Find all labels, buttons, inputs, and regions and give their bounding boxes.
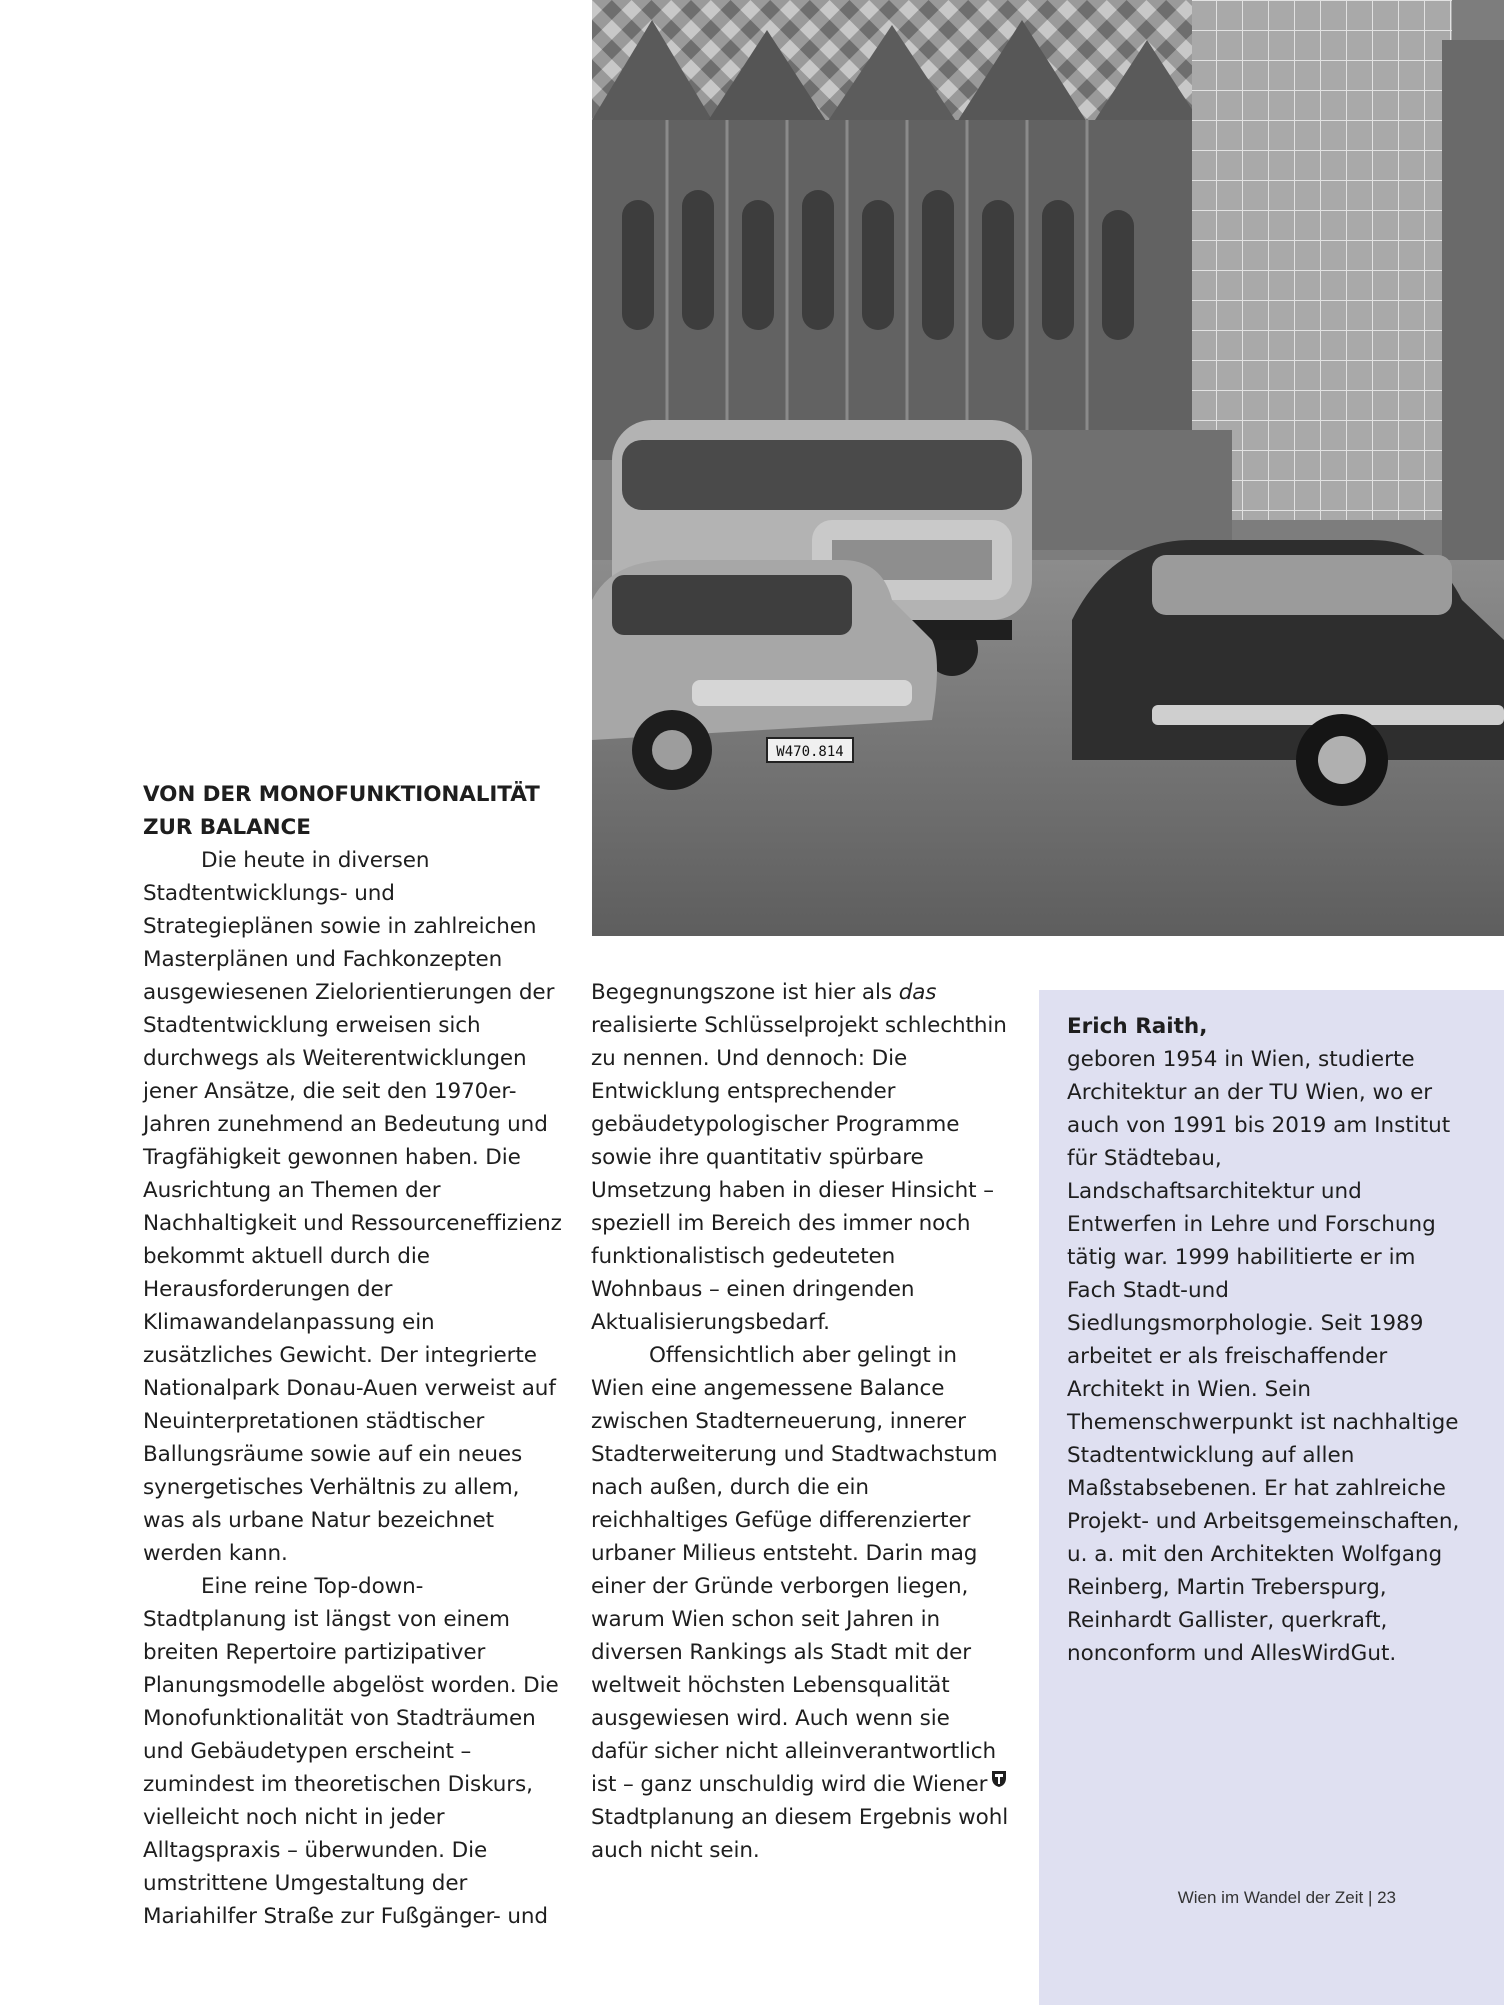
paragraph-3-start: Begegnungszone ist hier als — [591, 980, 899, 1005]
author-name: Erich Raith, — [1067, 1014, 1208, 1039]
page-number: 23 — [1377, 1888, 1396, 1907]
author-bio-text: geboren 1954 in Wien, studierte Architektur an der TU Wien, wo er auch von 1991 bis 2019 am Institut für Städtebau, Landschaftsarchitektur und Entwerfen in Lehre und Forschung tätig war. 1999 habilitierte er im Fach Stadt-und Siedlungsmorphologie. Seit 1989 arbeitet er als freischaffender Architekt in Wien. Sein Themenschwerpunkt ist nachhaltige Stadtentwicklung auf allen Maßstabsebenen. Er hat zahlreiche Projekt- und Arbeitsgemeinschaften, u. a. mit den Architekten Wolfgang Reinberg, Martin Treberspurg, Reinhardt Gallister, querkraft, nonconform und AllesWirdGut. — [1067, 1047, 1460, 1666]
author-bio — [1067, 1010, 1467, 1670]
section-heading — [143, 778, 563, 844]
article-end-shield-icon — [991, 1770, 1007, 1788]
paragraph-4: Offensichtlich aber gelingt in Wien eine angemessene Balance zwischen Stadterneuerung, innerer Stadterweiterung und Stadtwachstum nach außen, durch die ein reichhaltiges Gefüge differenzierter urbaner Milieus entsteht. Darin mag einer der Gründe verborgen liegen, warum Wien schon seit Jahren in diversen Rankings als Stadt mit der weltweit höchsten Lebensqualität ausgewiesen wird. Auch wenn sie dafür sicher nicht alleinverantwortlich ist – ganz unschuldig wird die Wiener Stadtplanung an diesem Ergebnis wohl auch nicht sein. — [591, 1343, 1009, 1863]
paragraph-3 — [591, 976, 1011, 1339]
paragraph-3-rest: realisierte Schlüsselprojekt schlechthin zu nennen. Und dennoch: Die Entwicklung entsprechender gebäudetypologischer Programme sowie ihre quantitativ spürbare Umsetzung haben in dieser Hinsicht – speziell im Bereich des immer noch funktionalistisch gedeuteten Wohnbaus – einen dringenden Aktualisierungsbedarf. — [591, 1013, 1007, 1335]
paragraph-3-emphasis: das — [898, 980, 937, 1005]
article-column-left — [143, 778, 563, 1933]
page-footer — [1070, 1886, 1396, 1910]
footer-separator: | — [1367, 1888, 1378, 1907]
section-heading-line1: VON DER MONOFUNKTIONALITÄT — [143, 782, 540, 807]
photo-svg — [592, 0, 1504, 936]
article-column-middle — [591, 976, 1011, 1867]
paragraph-1: Die heute in diversen Stadtentwicklungs- und Strategieplänen sowie in zahlreichen Masterplänen und Fachkonzepten ausgewiesenen Zielorientierungen der Stadtentwicklung erweisen sich durchwegs als Weiterentwicklungen jener Ansätze, die seit den 1970er-Jahren zunehmend an Bedeutung und Tragfähigkeit gewonnen haben. Die Ausrichtung an Themen der Nachhaltigkeit und Ressourceneffizienz bekommt aktuell durch die Herausforderungen der Klimawandelanpassung ein zusätzliches Gewicht. Der integrierte Nationalpark Donau-Auen verweist auf Neuinterpretationen städtischer Ballungsräume sowie auf ein neues synergetisches Verhältnis zu allem, was als urbane Natur bezeichnet werden kann. — [143, 848, 562, 1566]
street-scene-photo — [592, 0, 1504, 936]
section-heading-line2: ZUR BALANCE — [143, 815, 311, 840]
paragraph-2: Eine reine Top-down-Stadtplanung ist längst von einem breiten Repertoire partizipativer Planungsmodelle abgelöst worden. Die Monofunktionalität von Stadträumen und Gebäudetypen erscheint – zumindest im theoretischen Diskurs, vielleicht noch nicht in jeder Alltagspraxis – überwunden. Die umstrittene Umgestaltung der Mariahilfer Straße zur Fußgänger- und — [143, 1574, 559, 1929]
license-plate-left: W470.814 — [776, 744, 844, 760]
publication-title: Wien im Wandel der Zeit — [1177, 1888, 1364, 1907]
